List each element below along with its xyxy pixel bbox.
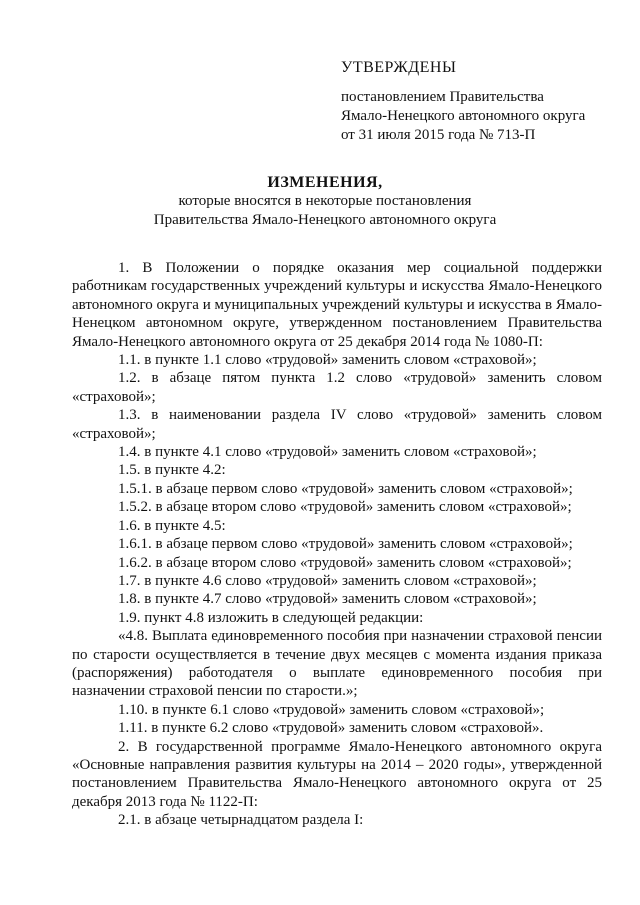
paragraph: 1.6. в пункте 4.5: (118, 517, 226, 534)
document-body (72, 259, 602, 830)
approval-line: от 31 июля 2015 года № 713-П (341, 127, 536, 143)
paragraph: 1.6.1. в абзаце первом слово «трудовой» заменить словом «страховой»; (118, 536, 573, 553)
document-subtitle: которые вносятся в некоторые постановления (178, 193, 472, 209)
approval-block (341, 58, 585, 145)
document-title-block (60, 173, 590, 230)
paragraph: 1. В Положении о порядке оказания мер социальной поддержки работникам государственных учреждений культуры и искусства Ямало-Ненецкого автономного округа и муниципальных учреждений культуры и искусства в Ямало-Ненецком автономном округе, утвержденном постановлением Правительства Ямало-Ненецкого автономного округа от 25 декабря 2014 года № 1080-П: (72, 260, 602, 350)
approval-line: Ямало-Ненецкого автономного округа (341, 108, 586, 124)
paragraph: 1.10. в пункте 6.1 слово «трудовой» заменить словом «страховой»; (118, 701, 545, 718)
approval-line: постановлением Правительства (341, 89, 544, 105)
paragraph: 1.8. в пункте 4.7 слово «трудовой» заменить словом «страховой»; (118, 591, 537, 608)
paragraph: 1.2. в абзаце пятом пункта 1.2 слово «трудовой» заменить словом «страховой»; (72, 370, 602, 405)
paragraph: 1.11. в пункте 6.2 слово «трудовой» заменить словом «страховой». (118, 720, 544, 737)
paragraph: 1.3. в наименовании раздела IV слово «трудовой» заменить словом «страховой»; (72, 407, 602, 442)
paragraph: «4.8. Выплата единовременного пособия при назначении страховой пенсии по старости осуществляется в течение двух месяцев с момента издания приказа (распоряжения) работодателя о выплате единовременного пособия при назначении страховой пенсии по старости.»; (72, 628, 602, 700)
paragraph: 1.7. в пункте 4.6 слово «трудовой» заменить словом «страховой»; (118, 572, 537, 589)
paragraph: 1.5. в пункте 4.2: (118, 462, 226, 479)
paragraph: 1.1. в пункте 1.1 слово «трудовой» заменить словом «страховой»; (118, 352, 537, 369)
document-title: ИЗМЕНЕНИЯ, (267, 174, 383, 191)
approval-heading: УТВЕРЖДЕНЫ (341, 59, 457, 76)
paragraph: 1.4. в пункте 4.1 слово «трудовой» заменить словом «страховой»; (118, 444, 537, 461)
paragraph: 1.5.2. в абзаце втором слово «трудовой» заменить словом «страховой»; (118, 499, 572, 516)
paragraph: 1.9. пункт 4.8 изложить в следующей редакции: (118, 609, 424, 626)
paragraph: 2.1. в абзаце четырнадцатом раздела I: (118, 812, 364, 829)
paragraph: 1.5.1. в абзаце первом слово «трудовой» заменить словом «страховой»; (118, 480, 573, 497)
paragraph: 2. В государственной программе Ямало-Ненецкого автономного округа «Основные направления развития культуры на 2014 – 2020 годы», утвержденной постановлением Правительства Ямало-Ненецкого автономного округа от 25 декабря 2013 года № 1122-П: (72, 738, 602, 810)
document-subtitle: Правительства Ямало-Ненецкого автономного округа (153, 212, 497, 228)
paragraph: 1.6.2. в абзаце втором слово «трудовой» заменить словом «страховой»; (118, 554, 572, 571)
